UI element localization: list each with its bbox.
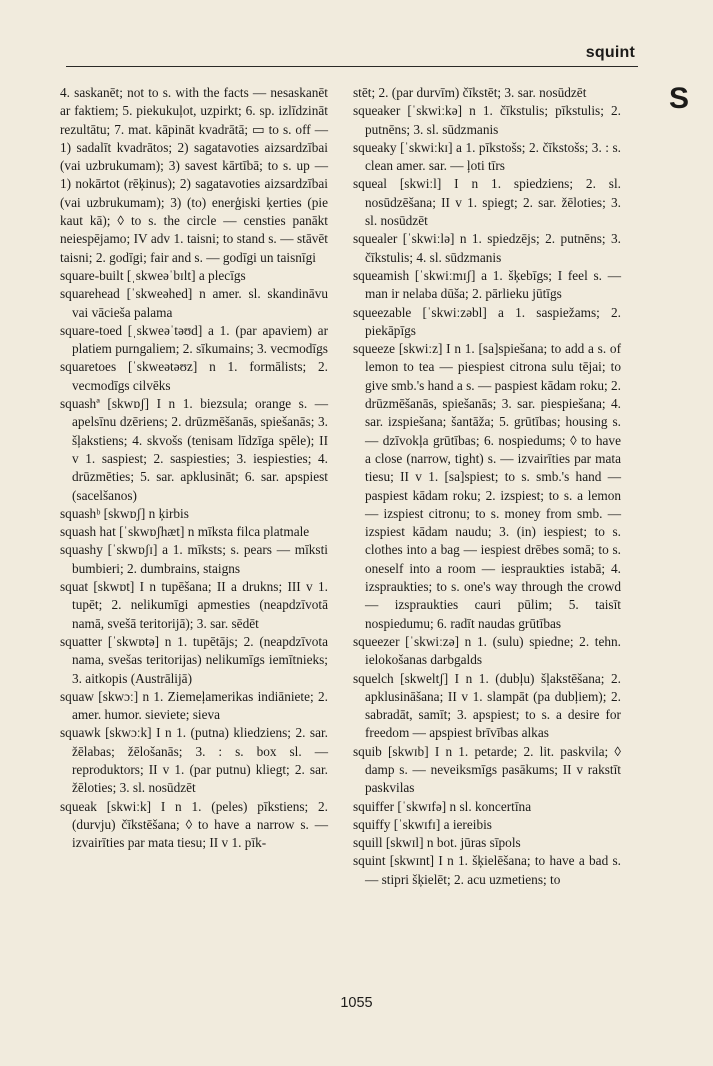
dictionary-entry: square-toed [ˌskweəˈtəʊd] a 1. (par apaviem) ar platiem purngaliem; 2. sīkumains; 3. vecmodīgs xyxy=(60,322,328,357)
right-column xyxy=(353,84,621,889)
running-headword: squint xyxy=(585,44,635,61)
dictionary-entry: squelch [skweltʃ] I n 1. (dubļu) šļakstēšana; 2. apklusināšana; II v 1. slampāt (pa dubļiem); 2. sabradāt, samīt; 3. apspiest; to s. a desire for freedom — apspiest brīvības alkas xyxy=(353,670,621,741)
dictionary-entry: 4. saskanēt; not to s. with the facts — nesaskanēt ar faktiem; 5. piekukuļot, uzpirkt; 6. sp. izlīdzināt rezultātu; 7. mat. kāpināt kvadrātā; ▭ to s. off — 1) sadalīt kvadrātos; 2) sagatavoties aizsardzībai (vai uzbrukumam); 3) savest kārtībā; to s. up — 1) nokārtot (rēķinus); 2) sagatavoties aizsardzībai (vai uzbrukumam); 3) (to) enerģiski ķerties (pie kaut kā); ◊ to s. the circle — censties panākt neiespējamo; IV adv 1. taisni; to stand s. — stāvēt taisni; 2. godīgi; fair and s. — godīgi un taisnīgi xyxy=(60,85,328,265)
left-column xyxy=(60,84,328,852)
dictionary-entry: squash hat [ˈskwɒʃhæt] n mīksta filca platmale xyxy=(60,524,310,540)
dictionary-entry: squat [skwɒt] I n tupēšana; II a drukns; III v 1. tupēt; 2. nelikumīgi apmesties (neapdzīvotā namā, svešā teritorijā); 3. sar. sēdēt xyxy=(60,579,328,631)
header-rule xyxy=(66,66,638,67)
dictionary-entry: square-built [ˌskweəˈbɪlt] a plecīgs xyxy=(60,267,246,283)
dictionary-entry: squeezable [ˈskwiːzəbl] a 1. saspiežams; 2. piekāpīgs xyxy=(353,304,621,338)
page-number: 1055 xyxy=(340,995,373,1011)
dictionary-entry: squatter [ˈskwɒtə] n 1. tupētājs; 2. (neapdzīvota nama, svešas teritorijas) nelikumīgs iemītnieks; 3. aitkopis (Austrālijā) xyxy=(60,633,328,686)
dictionary-entry: squiffy [ˈskwɪfɪ] a iereibis xyxy=(353,816,492,832)
dictionary-entry: squint [skwɪnt] I n 1. šķielēšana; to have a bad s. — stipri šķielēt; 2. acu uzmetiens; to xyxy=(353,853,621,887)
dictionary-entry: stēt; 2. (par durvīm) čīkstēt; 3. sar. nosūdzēt xyxy=(353,85,587,100)
dictionary-entry: squashᵇ [skwɒʃ] n ķirbis xyxy=(60,505,189,521)
dictionary-entry: squiffer [ˈskwɪfə] n sl. koncertīna xyxy=(353,798,532,814)
dictionary-entry: squeamish [ˈskwiːmɪʃ] a 1. šķebīgs; I feel s. — man ir nelaba dūša; 2. pārlieku jūtīgs xyxy=(353,267,621,302)
dictionary-entry: squashy [ˈskwɒʃɪ] a 1. mīksts; s. pears — mīksti bumbieri; 2. dumbrains, staigns xyxy=(60,542,328,576)
dictionary-entry: squeeze [skwiːz] I n 1. [sa]spiešana; to add a s. of lemon to tea — piespiest citrona sulu tējai; to give smb.'s hand a s. — paspiest kādam roku; 2. drūzmēšanās, spiešanās; 3. sar. piespiešana; 4. sar. izspiešana; šantāža; 5. grūtības; housing s. — dzīvokļa grūtības; 6. nospiedums; ◊ to have a close (narrow, tight) s. — izvairīties par mata tiesu; II v 1. [sa]spiest; to s. smb.'s hand — paspiest kādam roku; 2. izspiest; to s. a lemon — izspiest citronu; to s. money from smb. — izspiest kādam naudu; 3. (in) iespiest; to s. clothes into a bag — iespiest drēbes somā; to s. oneself into a room — iespraukties istabā; 4. izspraukties; to s. one's way through the crowd — izspraukties cauri pūlim; 5. taisīt nospiedumu; 6. radīt naudas grūtības xyxy=(353,341,621,631)
dictionary-entry: squeezer [ˈskwiːzə] n 1. (sulu) spiedne; 2. tehn. ielokošanas darbgalds xyxy=(353,633,621,668)
dictionary-entry: squarehead [ˈskweəhed] n amer. sl. skandināvu vai vācieša palama xyxy=(60,286,328,320)
dictionary-entry: squawk [skwɔːk] I n 1. (putna) kliedziens; 2. sar. žēlabas; žēlošanās; 3. : s. box sl. — reproduktors; II v 1. (par putnu) kliegt; 2. sar. žēloties; 3. sl. nosūdzēt xyxy=(60,725,328,796)
dictionary-entry: squaw [skwɔː] n 1. Ziemeļamerikas indiāniete; 2. amer. humor. sieviete; sieva xyxy=(60,688,328,723)
letter-tab: S xyxy=(668,82,689,115)
dictionary-entry: squaretoes [ˈskweətəʊz] n 1. formālists; 2. vecmodīgs cilvēks xyxy=(60,359,328,393)
dictionary-entry: squeaker [ˈskwiːkə] n 1. čīkstulis; pīkstulis; 2. putnēns; 3. sl. sūdzmanis xyxy=(353,103,621,137)
dictionary-entry: squealer [ˈskwiːlə] n 1. spiedzējs; 2. putnēns; 3. čīkstulis; 4. sl. sūdzmanis xyxy=(353,231,621,265)
dictionary-entry: squill [skwɪl] n bot. jūras sīpols xyxy=(353,835,521,851)
dictionary-entry: squashª [skwɒʃ] I n 1. biezsula; orange s. — apelsīnu dzēriens; 2. drūzmēšanās, spiešanās; 3. šļakstiens; 4. skvošs (tenisam līdzīga spēle); II v 1. saspiest; 2. saspiesties; 3. iespiesties; 4. drūzmēties; 5. sar. apklusināt; 6. sar. apspiest (sacelšanos) xyxy=(60,396,328,503)
dictionary-entry: squeaky [ˈskwiːkɪ] a 1. pīkstošs; 2. čīkstošs; 3. : s. clean amer. sar. — ļoti tīrs xyxy=(353,139,621,174)
dictionary-entry: squeal [skwiːl] I n 1. spiedziens; 2. sl. nosūdzēšana; II v 1. spiegt; 2. sar. žēloties; 3. sl. nosūdzēt xyxy=(353,176,621,229)
dictionary-entry: squib [skwɪb] I n 1. petarde; 2. lit. paskvila; ◊ damp s. — neveiksmīgs pasākums; II v rakstīt paskvilas xyxy=(353,743,621,796)
dictionary-entry: squeak [skwiːk] I n 1. (peles) pīkstiens; 2. (durvju) čīkstēšana; ◊ to have a narrow s. — izvairīties par mata tiesu; II v 1. pīk- xyxy=(60,798,328,851)
